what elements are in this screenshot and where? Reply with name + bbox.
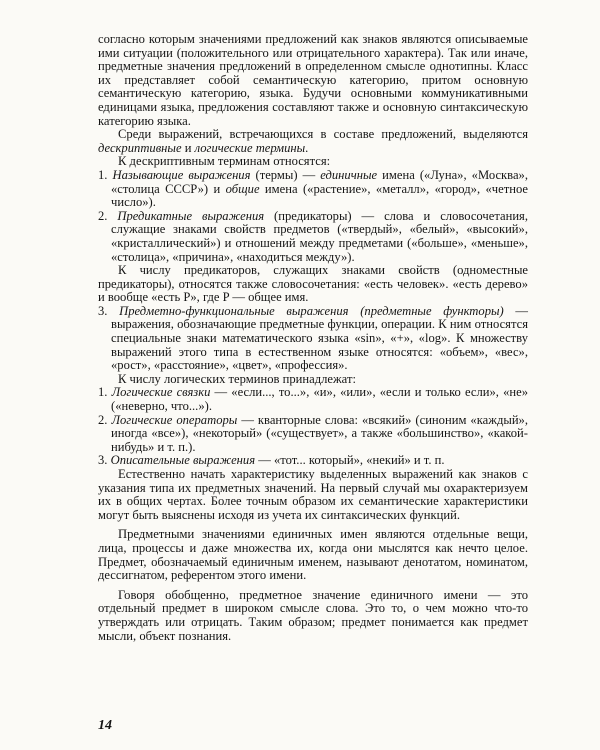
paragraph <box>98 589 528 643</box>
list-item <box>98 210 528 264</box>
text-run: . <box>305 140 309 155</box>
text-run: Среди выражений, встречающихся в составе предложений, выделяются <box>118 127 528 142</box>
text-run: (предикаторы) — слова и словосочетания, служащие знаками свойств предметов («твердый», «белый», «высокий», «кристаллический») и отношений между предметами («больше», «меньше», «столица», «причина», «находиться между»). <box>111 208 528 264</box>
italic-term: дескриптивные <box>98 140 182 155</box>
list-item <box>98 454 528 468</box>
list-item <box>98 305 528 373</box>
text-run: 3. <box>98 303 120 318</box>
paragraph <box>98 128 528 155</box>
text-run: Естественно начать характеристику выделенных выражений как знаков с указания типа их предметных значений. На первый случай мы охарактеризуем их в общих чертах. Более точным образом их семантические характеристики могут быть выяснены исходя из учета их синтаксических функций. <box>98 467 528 522</box>
text-run: 2. <box>98 208 118 223</box>
text-run: 1. <box>98 167 113 182</box>
text-run: К числу предикаторов, служащих знаками свойств (одноместные предикаторы), относятся также словосочетания: «есть человек». «есть дерево» и вообще «есть P», где P — общее имя. <box>98 263 528 305</box>
page-body <box>98 33 528 643</box>
text-run: К дескриптивным терминам относятся: <box>118 154 331 169</box>
text-run: 2. <box>98 412 112 427</box>
paragraph <box>98 155 528 169</box>
page-number: 14 <box>98 718 112 733</box>
list-item <box>98 169 528 210</box>
text-run: Предметными значениями единичных имен являются отдельные вещи, лица, процессы и даже множества их, когда они мыслятся как нечто целое. Предмет, обозначаемый единичным именем, называют денотатом, номинатом, дессигнатом, референтом этого имени. <box>98 527 528 583</box>
text-run: — выражения, обозначающие предметные функции, операции. К ним относятся специальные знаки математического языка «sin», «+», «log». К множеству выражений этого типа в естественном языке относятся: «объем», «вес», «рост», «расстояние», «цвет», «профессия». <box>111 303 528 373</box>
italic-term: общие <box>225 181 260 196</box>
list-item <box>98 414 528 455</box>
italic-term: Описательные выражения <box>110 453 256 468</box>
text-run: — кванторные слова: «всякий» (синоним «каждый», иногда «все»), «некоторый» («существует», а также «большинство», «какой-нибудь» и т. п.). <box>111 412 529 454</box>
text-run: и <box>181 140 195 155</box>
text-run: Говоря обобщенно, предметное значение единичного имени — это отдельный предмет в широком смысле слова. Это то, о чем можно что-то утверждать или отрицать. Таким образом; предмет понимается как предмет мысли, объект познания. <box>98 587 528 643</box>
paragraph <box>98 264 528 305</box>
italic-term: Логические операторы <box>111 412 238 427</box>
italic-term: Называющие выражения <box>112 167 251 182</box>
paragraph <box>98 468 528 522</box>
text-run: имена («растение», «металл», «город», «четное число»). <box>111 181 528 210</box>
text-run: 1. <box>98 385 112 400</box>
italic-term: логические термины <box>194 140 306 155</box>
list-item <box>98 386 528 413</box>
text-run: — «тот... который», «некий» и т. п. <box>255 453 445 468</box>
paragraph <box>98 33 528 128</box>
italic-term: Логические связки <box>111 385 211 400</box>
text-run: 3. <box>98 453 111 468</box>
italic-term: Предметно-функциональные выражения (предметные функторы) <box>119 303 504 318</box>
text-run: (термы) — <box>250 167 321 182</box>
italic-term: единичные <box>320 167 378 182</box>
text-run: имена («Луна», «Москва», «столица СССР») и <box>111 167 528 196</box>
text-run: согласно которым значениями предложений как знаков являются описываемые ими ситуации (положительного или отрицательного характера). Так или иначе, предметные значения предложений в определенном смысле однотипны. Класс их представляет собой семантическую категорию, притом основную семантическую категорию, языка. Будучи основными коммуникативными единицами языка, предложения составляют также и основную синтаксическую категорию языка. <box>98 32 528 128</box>
text-run: К числу логических терминов принадлежат: <box>118 371 356 386</box>
italic-term: Предикатные выражения <box>117 208 265 223</box>
text-run: — «если..., то...», «и», «или», «если и только если», «не» («неверно, что...»). <box>111 385 529 414</box>
paragraph <box>98 528 528 582</box>
paragraph <box>98 373 528 387</box>
